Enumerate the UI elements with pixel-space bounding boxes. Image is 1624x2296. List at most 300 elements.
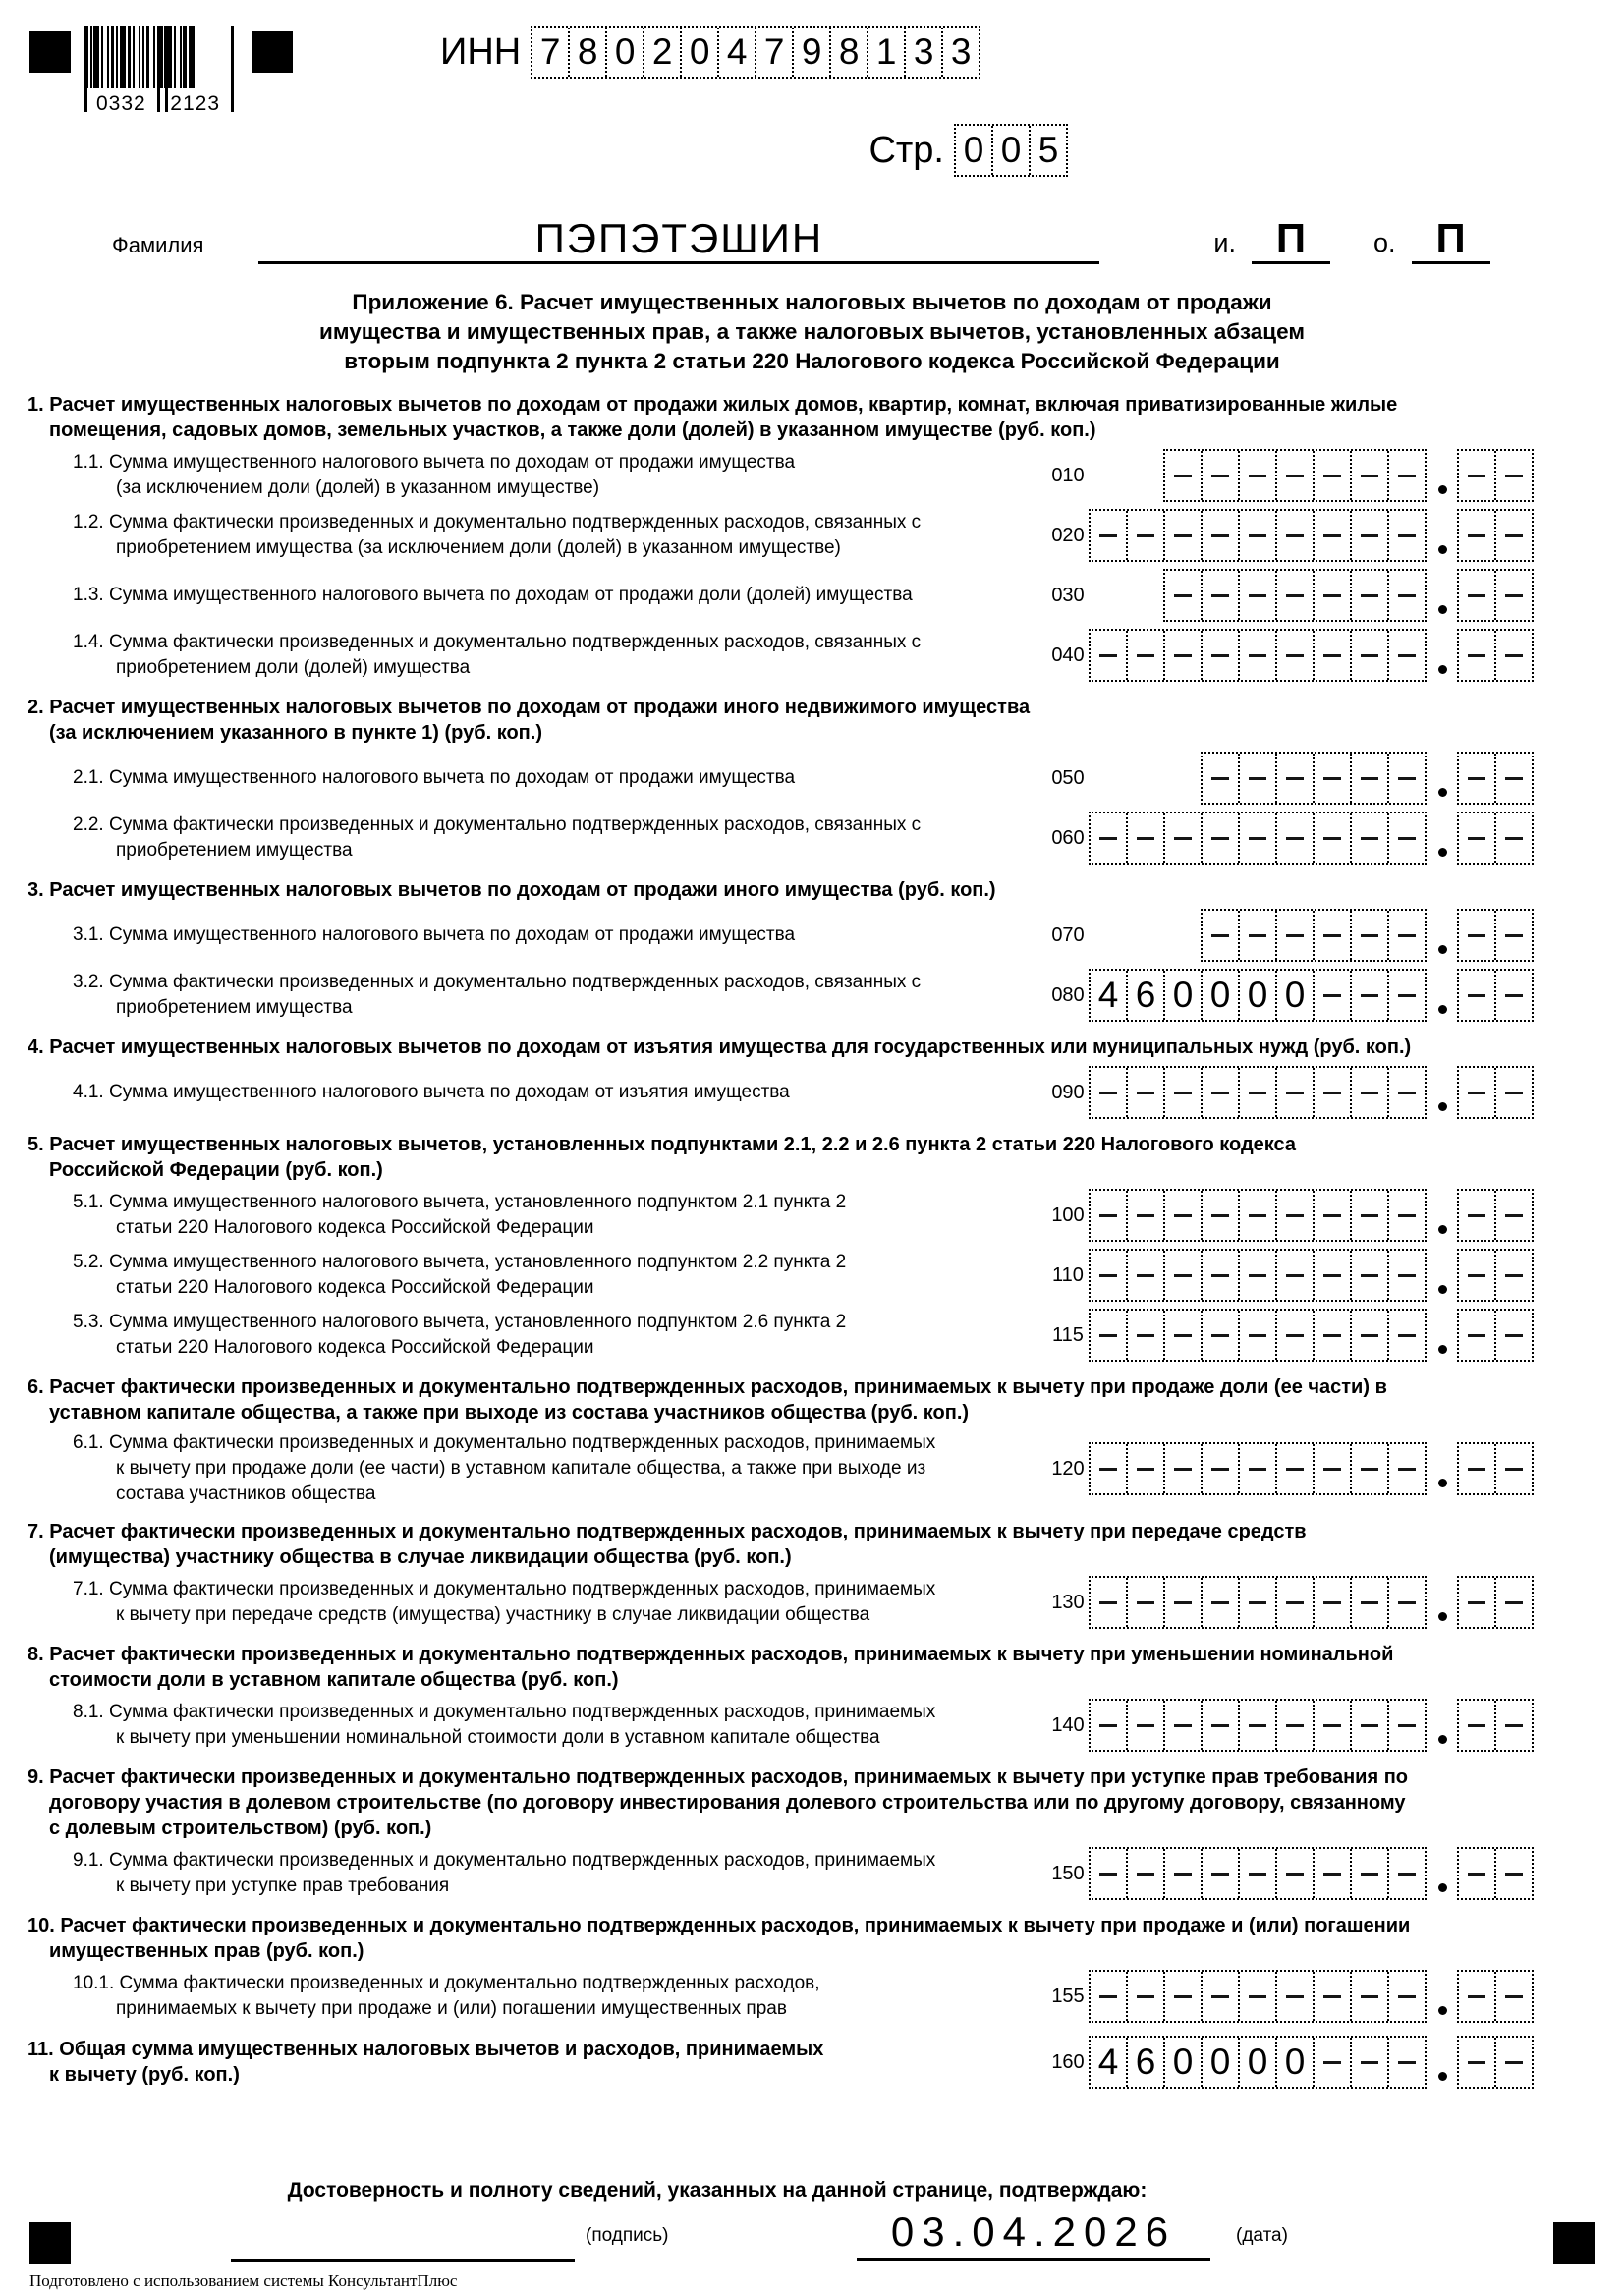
digit-cell [1352, 911, 1389, 960]
empty-dash-mark [1505, 1468, 1523, 1471]
field-code: 060 [1051, 826, 1085, 849]
empty-dash-mark [1468, 654, 1485, 657]
form-section [28, 1132, 1534, 1363]
surname-label: Фамилия [112, 233, 204, 257]
digit-cell [1277, 511, 1315, 560]
empty-dash-mark [1099, 1601, 1117, 1604]
item-row [28, 508, 1534, 563]
section-heading [28, 392, 1534, 443]
digit-cell [1459, 1311, 1496, 1360]
empty-dash-mark [1505, 1274, 1523, 1277]
digit-cell [1315, 451, 1352, 500]
empty-dash-mark [1468, 1995, 1485, 1998]
empty-dash-mark [1361, 1092, 1378, 1094]
digit-cell: 6 [1128, 2038, 1165, 2087]
empty-dash-mark [1505, 594, 1523, 597]
empty-dash-mark [1211, 654, 1229, 657]
digit-cell [1459, 971, 1496, 1020]
barcode-guard-bar [157, 26, 160, 112]
digit-cell [1128, 1849, 1165, 1898]
digit-cell [1496, 1251, 1532, 1300]
field-code: 040 [1051, 644, 1085, 666]
form-section [28, 1913, 1534, 2024]
empty-dash-mark [1323, 777, 1341, 780]
empty-dash-mark [1398, 475, 1416, 477]
field-code: 100 [1051, 1204, 1085, 1226]
empty-dash-mark [1286, 777, 1304, 780]
barcode-number-right: 2123 [170, 92, 220, 115]
digit-cell: 0 [1165, 2038, 1203, 2087]
field-code: 080 [1051, 983, 1085, 1006]
kopek-box [1457, 509, 1534, 562]
item-text-line: состава участников общества [116, 1484, 376, 1504]
empty-dash-mark [1137, 1873, 1154, 1876]
digit-cell [1496, 2038, 1532, 2087]
digit-cell [1240, 1849, 1277, 1898]
empty-dash-mark [1361, 1724, 1378, 1727]
kopek-box [1457, 752, 1534, 805]
decimal-dot [1438, 2072, 1447, 2081]
empty-dash-mark [1174, 1334, 1192, 1337]
item-row [28, 448, 1534, 503]
digit-cell [1240, 1444, 1277, 1493]
empty-dash-mark [1099, 1873, 1117, 1876]
digit-cell [1165, 511, 1203, 560]
section-heading-line: 8. Расчет фактически произведенных и документально подтвержденных расходов, принимаемых к вычету при уменьшении номинальной [28, 1644, 1394, 1665]
digit-cell: 0 [993, 126, 1031, 175]
empty-dash-mark [1211, 1214, 1229, 1217]
kopek-box [1457, 1066, 1534, 1119]
section-heading-line: уставном капитале общества, а также при выходе из состава участников общества (руб. коп.) [49, 1402, 970, 1424]
kopek-box [1457, 449, 1534, 502]
field-code: 140 [1051, 1713, 1085, 1736]
form-title-line: Приложение 6. Расчет имущественных налоговых вычетов по доходам от продажи [352, 290, 1272, 314]
ruble-box [1089, 1189, 1427, 1242]
digit-cell [1389, 511, 1425, 560]
value-field [1097, 752, 1534, 805]
digit-cell [1203, 1701, 1240, 1750]
digit-cell [1389, 2038, 1425, 2087]
section-heading [28, 1913, 1534, 1964]
barcode-guard-bar [84, 26, 87, 112]
form-title [0, 288, 1624, 376]
digit-cell [1352, 813, 1389, 863]
digit-cell [1128, 511, 1165, 560]
empty-dash-mark [1468, 1274, 1485, 1277]
digit-cell [1315, 1068, 1352, 1117]
empty-dash-mark [1323, 1601, 1341, 1604]
empty-dash-mark [1361, 1468, 1378, 1471]
item-text-line: 5.3. Сумма имущественного налогового вычета, установленного подпунктом 2.6 пункта 2 [73, 1312, 847, 1332]
empty-dash-mark [1468, 1468, 1485, 1471]
digit-cell [1277, 571, 1315, 620]
digit-cell: 3 [906, 28, 943, 77]
digit-cell: 6 [1128, 971, 1165, 1020]
digit-cell [1389, 631, 1425, 680]
signature-label: (подпись) [586, 2225, 669, 2246]
inn-label: ИНН [440, 31, 522, 73]
digit-cell [1203, 1251, 1240, 1300]
digit-cell [1315, 911, 1352, 960]
digit-cell [1459, 754, 1496, 803]
empty-dash-mark [1505, 534, 1523, 537]
item-text [28, 510, 1038, 561]
empty-dash-mark [1323, 1334, 1341, 1337]
digit-cell [1091, 813, 1128, 863]
empty-dash-mark [1398, 994, 1416, 997]
digit-cell [1496, 631, 1532, 680]
ruble-box [1201, 909, 1427, 962]
date-label: (дата) [1236, 2225, 1288, 2246]
digit-cell [1203, 631, 1240, 680]
barcode-space [195, 26, 196, 88]
digit-cell [1165, 1444, 1203, 1493]
digit-cell [1352, 1068, 1389, 1117]
digit-cell [1315, 1251, 1352, 1300]
item-text-line: приобретением имущества [116, 840, 353, 861]
digit-cell [1496, 1444, 1532, 1493]
item-row [28, 1430, 1534, 1507]
empty-dash-mark [1323, 475, 1341, 477]
item-text-line: принимаемых к вычету при продаже и (или) погашении имущественных прав [116, 1998, 787, 2019]
digit-cell [1315, 2038, 1352, 2087]
empty-dash-mark [1398, 934, 1416, 937]
field-code: 010 [1051, 464, 1085, 486]
digit-cell [1165, 1972, 1203, 2021]
decimal-dot [1438, 545, 1447, 554]
digit-cell: 4 [1091, 2038, 1128, 2087]
digit-cell [1165, 1701, 1203, 1750]
field-code: 110 [1052, 1263, 1084, 1286]
ruble-box [1089, 969, 1427, 1022]
empty-dash-mark [1174, 1873, 1192, 1876]
empty-dash-mark [1137, 654, 1154, 657]
item-text-line: статьи 220 Налогового кодекса Российской Федерации [116, 1277, 594, 1298]
digit-cell [1459, 813, 1496, 863]
empty-dash-mark [1468, 2061, 1485, 2064]
digit-cell [1496, 971, 1532, 1020]
ruble-box [1089, 812, 1427, 865]
ruble-box [1089, 1249, 1427, 1302]
digit-cell [1128, 1311, 1165, 1360]
item-text-line: приобретением доли (долей) имущества [116, 657, 471, 678]
empty-dash-mark [1249, 1995, 1266, 1998]
section-heading [28, 2037, 1038, 2088]
empty-dash-mark [1398, 2061, 1416, 2064]
section-heading-line: 5. Расчет имущественных налоговых вычетов, установленных подпунктами 2.1, 2.2 и 2.6 пункта 2 статьи 220 Налогового кодекса [28, 1134, 1296, 1155]
section-heading [28, 1132, 1534, 1183]
digit-cell [1315, 1578, 1352, 1627]
digit-cell: 0 [1203, 971, 1240, 1020]
form-section [28, 392, 1534, 683]
ruble-box-wrap [1098, 1189, 1427, 1242]
digit-cell [1091, 1068, 1128, 1117]
inn-field [440, 26, 980, 79]
page-number-field [0, 124, 1068, 177]
empty-dash-mark [1211, 1873, 1229, 1876]
digit-cell [1459, 1578, 1496, 1627]
digit-cell [1165, 1311, 1203, 1360]
digit-cell: 0 [1165, 971, 1203, 1020]
digit-cell [1128, 1251, 1165, 1300]
digit-cell [1240, 911, 1277, 960]
digit-cell [1389, 1972, 1425, 2021]
kopek-box [1457, 2036, 1534, 2089]
kopek-box [1457, 1970, 1534, 2023]
digit-cell [1277, 451, 1315, 500]
ruble-box-wrap [1098, 1066, 1427, 1119]
digit-cell [1496, 1311, 1532, 1360]
empty-dash-mark [1323, 1873, 1341, 1876]
item-text-line: к вычету при уменьшении номинальной стоимости доли в уставном капитале общества [116, 1727, 880, 1748]
form-body [28, 392, 1534, 2089]
digit-cell [1277, 631, 1315, 680]
digit-cell [1496, 1578, 1532, 1627]
empty-dash-mark [1323, 1468, 1341, 1471]
empty-dash-mark [1137, 534, 1154, 537]
empty-dash-mark [1211, 1468, 1229, 1471]
barcode-guard-bar [231, 26, 234, 112]
decimal-dot [1438, 1345, 1447, 1354]
digit-cell [1277, 813, 1315, 863]
section-heading [28, 1764, 1534, 1841]
item-text [28, 970, 1038, 1021]
digit-cell [1352, 754, 1389, 803]
digit-cell [1240, 1701, 1277, 1750]
digit-cell [1091, 1972, 1128, 2021]
decimal-dot [1438, 945, 1447, 954]
digit-cell [1496, 571, 1532, 620]
digit-cell [1496, 1191, 1532, 1240]
digit-cell [1240, 511, 1277, 560]
section-heading-line: имущественных прав (руб. коп.) [49, 1940, 364, 1962]
digit-cell [1203, 1444, 1240, 1493]
empty-dash-mark [1468, 994, 1485, 997]
empty-dash-mark [1286, 1995, 1304, 1998]
item-text [28, 1080, 1038, 1105]
digit-cell [1315, 571, 1352, 620]
empty-dash-mark [1249, 1468, 1266, 1471]
item-text [28, 1250, 1038, 1301]
empty-dash-mark [1468, 934, 1485, 937]
digit-cell [1091, 631, 1128, 680]
empty-dash-mark [1211, 475, 1229, 477]
item-text [28, 812, 1038, 864]
ruble-box-wrap [1098, 449, 1427, 502]
empty-dash-mark [1249, 837, 1266, 840]
empty-dash-mark [1211, 1601, 1229, 1604]
ruble-box [1201, 752, 1427, 805]
digit-cell [1203, 754, 1240, 803]
value-field [1097, 1847, 1534, 1900]
empty-dash-mark [1398, 1601, 1416, 1604]
digit-cell [1165, 571, 1203, 620]
registration-mark-top-mid [252, 31, 293, 73]
item-text-line: 5.2. Сумма имущественного налогового вычета, установленного подпунктом 2.2 пункта 2 [73, 1252, 847, 1272]
empty-dash-mark [1505, 777, 1523, 780]
field-code: 150 [1051, 1862, 1085, 1884]
form-section [28, 877, 1534, 1023]
digit-cell [1128, 1578, 1165, 1627]
digit-cell [1389, 1701, 1425, 1750]
digit-cell [1459, 451, 1496, 500]
empty-dash-mark [1505, 2061, 1523, 2064]
top-bar [0, 0, 1624, 120]
section-heading [28, 1374, 1534, 1426]
digit-cell [1315, 511, 1352, 560]
name-row [29, 216, 1595, 264]
decimal-dot [1438, 1735, 1447, 1744]
empty-dash-mark [1249, 1724, 1266, 1727]
digit-cell [1459, 571, 1496, 620]
digit-cell [1240, 571, 1277, 620]
empty-dash-mark [1505, 934, 1523, 937]
digit-cell [1128, 1444, 1165, 1493]
empty-dash-mark [1468, 1214, 1485, 1217]
empty-dash-mark [1137, 1214, 1154, 1217]
item-text [28, 583, 1038, 608]
empty-dash-mark [1398, 1873, 1416, 1876]
item-text-line: статьи 220 Налогового кодекса Российской Федерации [116, 1337, 594, 1358]
section-heading-line: (имущества) участнику общества в случае ликвидации общества (руб. коп.) [49, 1546, 792, 1568]
empty-dash-mark [1361, 1601, 1378, 1604]
empty-dash-mark [1323, 594, 1341, 597]
digit-cell [1128, 631, 1165, 680]
kopek-box [1457, 1576, 1534, 1629]
digit-cell [1496, 451, 1532, 500]
ruble-box [1089, 509, 1427, 562]
digit-cell [1352, 1849, 1389, 1898]
item-text-line: 7.1. Сумма фактически произведенных и документально подтвержденных расходов, принимаемых [73, 1579, 936, 1599]
digit-cell: 3 [950, 31, 972, 72]
empty-dash-mark [1323, 837, 1341, 840]
item-row [28, 1846, 1534, 1901]
empty-dash-mark [1505, 837, 1523, 840]
empty-dash-mark [1249, 654, 1266, 657]
digit-cell [1277, 1578, 1315, 1627]
section-heading-line: 1. Расчет имущественных налоговых вычетов по доходам от продажи жилых домов, квартир, комнат, включая приватизированные жилые [28, 394, 1398, 416]
section-heading-line: 2. Расчет имущественных налоговых вычетов по доходам от продажи иного недвижимого имущества [28, 697, 1031, 718]
kopek-box [1457, 1442, 1534, 1495]
empty-dash-mark [1323, 1092, 1341, 1094]
digit-cell [1352, 971, 1389, 1020]
empty-dash-mark [1211, 934, 1229, 937]
decimal-dot [1438, 1285, 1447, 1294]
item-text-line: 6.1. Сумма фактически произведенных и документально подтвержденных расходов, принимаемых [73, 1432, 936, 1453]
item-text-line: 1.4. Сумма фактически произведенных и документально подтвержденных расходов, связанных с [73, 632, 922, 652]
digit-cell [1165, 631, 1203, 680]
empty-dash-mark [1099, 1724, 1117, 1727]
digit-cell [1091, 1251, 1128, 1300]
digit-cell [1315, 1444, 1352, 1493]
digit-cell: 5 [1037, 130, 1059, 170]
empty-dash-mark [1398, 1092, 1416, 1094]
item-text-line: к вычету при уступке прав требования [116, 1876, 450, 1896]
ruble-box-wrap [1098, 1970, 1427, 2023]
item-row [28, 751, 1534, 806]
empty-dash-mark [1361, 2061, 1378, 2064]
digit-cell [1315, 971, 1352, 1020]
item-text [28, 1848, 1038, 1899]
empty-dash-mark [1323, 1214, 1341, 1217]
digit-cell [1091, 1578, 1128, 1627]
ruble-box [1089, 2036, 1427, 2089]
digit-cell: 2 [644, 28, 682, 77]
item-text [28, 1310, 1038, 1361]
ruble-box [1089, 1970, 1427, 2023]
empty-dash-mark [1174, 594, 1192, 597]
empty-dash-mark [1398, 1334, 1416, 1337]
empty-dash-mark [1398, 1214, 1416, 1217]
digit-cell [1352, 2038, 1389, 2087]
signature-line [231, 2259, 575, 2262]
empty-dash-mark [1286, 1873, 1304, 1876]
empty-dash-mark [1249, 1092, 1266, 1094]
value-field [1097, 569, 1534, 622]
empty-dash-mark [1286, 534, 1304, 537]
inn-value-box [531, 26, 980, 79]
value-field [1097, 1309, 1534, 1362]
ruble-box-wrap [1098, 1699, 1427, 1752]
empty-dash-mark [1099, 534, 1117, 537]
digit-cell [1128, 1972, 1165, 2021]
digit-cell: 0 [607, 28, 644, 77]
digit-cell [1459, 1068, 1496, 1117]
digit-cell [1352, 1251, 1389, 1300]
empty-dash-mark [1249, 1873, 1266, 1876]
prepared-note: Подготовлено с использованием системы КонсультантПлюс [29, 2271, 458, 2290]
item-text [28, 923, 1038, 948]
item-text-line: 5.1. Сумма имущественного налогового вычета, установленного подпунктом 2.1 пункта 2 [73, 1192, 847, 1212]
decimal-dot [1438, 1612, 1447, 1621]
empty-dash-mark [1505, 1092, 1523, 1094]
empty-dash-mark [1099, 654, 1117, 657]
value-field [1097, 509, 1534, 562]
empty-dash-mark [1211, 594, 1229, 597]
value-field [1097, 1699, 1534, 1752]
kopek-box [1457, 909, 1534, 962]
empty-dash-mark [1361, 475, 1378, 477]
digit-cell [1203, 813, 1240, 863]
digit-cell [1277, 1444, 1315, 1493]
empty-dash-mark [1361, 534, 1378, 537]
digit-cell [1352, 451, 1389, 500]
digit-cell [1315, 1191, 1352, 1240]
item-text-line: 9.1. Сумма фактически произведенных и документально подтвержденных расходов, принимаемых [73, 1850, 936, 1871]
decimal-dot [1438, 1225, 1447, 1234]
empty-dash-mark [1099, 1092, 1117, 1094]
empty-dash-mark [1398, 1995, 1416, 1998]
empty-dash-mark [1174, 1468, 1192, 1471]
digit-cell: 0 [1240, 2038, 1277, 2087]
empty-dash-mark [1249, 1214, 1266, 1217]
digit-cell [1277, 1068, 1315, 1117]
value-field [1097, 449, 1534, 502]
digit-cell: 0 [1277, 2038, 1315, 2087]
confirmation-text: Достоверность и полноту сведений, указанных на данной странице, подтверждаю: [287, 2179, 1148, 2202]
digit-cell [1496, 754, 1532, 803]
digit-cell [1165, 1578, 1203, 1627]
empty-dash-mark [1468, 1092, 1485, 1094]
empty-dash-mark [1361, 1214, 1378, 1217]
kopek-box [1457, 1249, 1534, 1302]
digit-cell [1315, 631, 1352, 680]
digit-cell [1240, 1972, 1277, 2021]
digit-cell [1203, 1311, 1240, 1360]
digit-cell [1315, 813, 1352, 863]
digit-cell [1389, 1444, 1425, 1493]
digit-cell: 4 [1091, 971, 1128, 1020]
